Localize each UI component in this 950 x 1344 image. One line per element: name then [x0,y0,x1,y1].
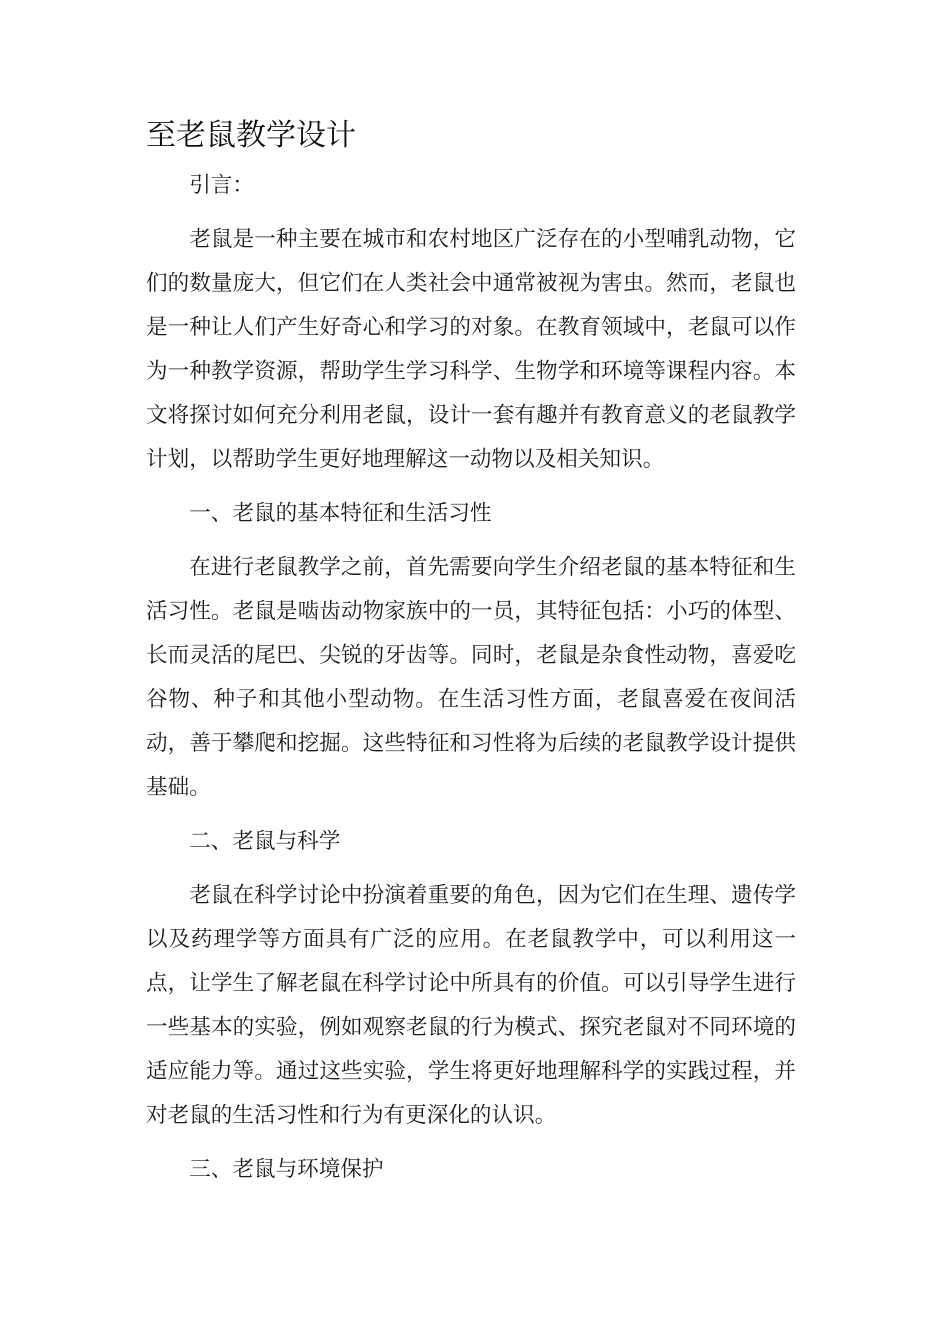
intro-paragraph: 老鼠是一种主要在城市和农村地区广泛存在的小型哺乳动物，它们的数量庞大，但它们在人类社会中通常被视为害虫。然而，老鼠也是一种让人们产生好奇心和学习的对象。在教育领域中，老鼠可以作为一种教学资源，帮助学生学习科学、生物学和环境等课程内容。本文将探讨如何充分利用老鼠，设计一套有趣并有教育意义的老鼠教学计划，以帮助学生更好地理解这一动物以及相关知识。 [146,227,796,472]
section-heading-3: 三、老鼠与环境保护 [189,1157,384,1182]
document-title: 至老鼠教学设计 [146,118,356,153]
section-paragraph-1: 在进行老鼠教学之前，首先需要向学生介绍老鼠的基本特征和生活习性。老鼠是啮齿动物家族中的一员，其特征包括：小巧的体型、长而灵活的尾巴、尖锐的牙齿等。同时，老鼠是杂食性动物，喜爱吃谷物、种子和其他小型动物。在生活习性方面，老鼠喜爱在夜间活动，善于攀爬和挖掘。这些特征和习性将为后续的老鼠教学设计提供基础。 [146,555,796,800]
intro-heading: 引言： [189,173,254,198]
section-heading-1: 一、老鼠的基本特征和生活习性 [189,501,492,526]
section-paragraph-2: 老鼠在科学讨论中扮演着重要的角色，因为它们在生理、遗传学以及药理学等方面具有广泛的应用。在老鼠教学中，可以利用这一点，让学生了解老鼠在科学讨论中所具有的价值。可以引导学生进行一些基本的实验，例如观察老鼠的行为模式、探究老鼠对不同环境的适应能力等。通过这些实验，学生将更好地理解科学的实践过程，并对老鼠的生活习性和行为有更深化的认识。 [146,883,796,1128]
document-body [146,164,796,1192]
section-heading-2: 二、老鼠与科学 [189,829,341,854]
